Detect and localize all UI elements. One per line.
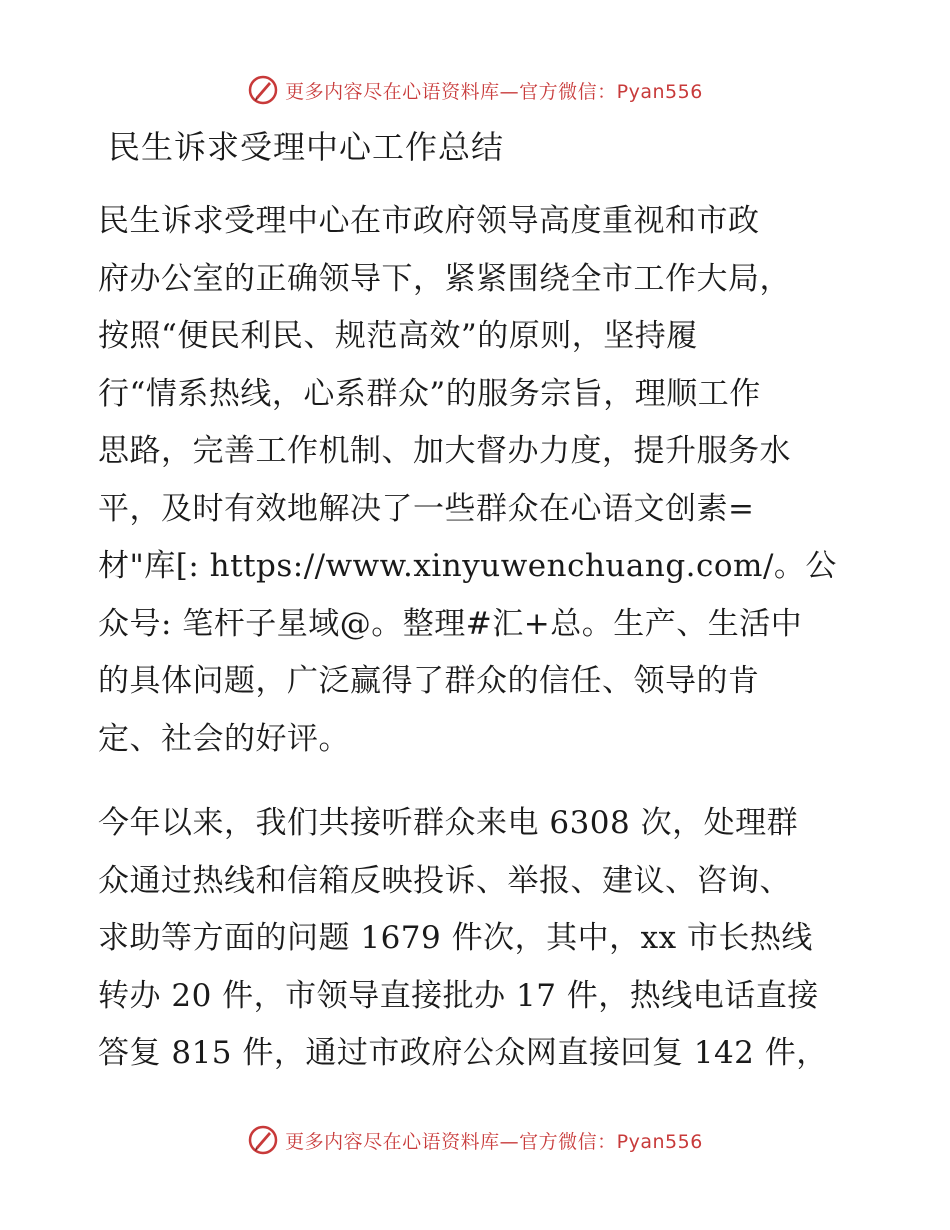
quill-pen-circle-icon bbox=[247, 1124, 279, 1156]
paragraph-1 bbox=[98, 193, 837, 768]
paragraph-line: 按照“便民利民、规范高效”的原则，坚持履 bbox=[98, 318, 698, 354]
paragraph-2 bbox=[98, 795, 828, 1083]
paragraph-line: 定、社会的好评。 bbox=[98, 720, 350, 757]
paragraph-line: 平，及时有效地解决了一些群众在心语文创素= bbox=[98, 490, 755, 527]
paragraph-line: 府办公室的正确领导下，紧紧围绕全市工作大局， bbox=[98, 260, 791, 297]
banner-text: 更多内容尽在心语资料库—官方微信：Pyan556 bbox=[285, 80, 703, 103]
quill-pen-circle-icon bbox=[247, 74, 279, 106]
paragraph-line: 的具体问题，广泛赢得了群众的信任、领导的肯 bbox=[98, 663, 760, 699]
paragraph-line: 思路，完善工作机制、加大督办力度，提升服务水 bbox=[98, 433, 791, 469]
paragraph-line: 转办 20 件，市领导直接批办 17 件，热线电话直接 bbox=[98, 977, 819, 1014]
paragraph-line: 行“情系热线，心系群众”的服务宗旨，理顺工作 bbox=[98, 375, 761, 412]
paragraph-line: 众通过热线和信箱反映投诉、举报、建议、咨询、 bbox=[98, 862, 791, 899]
header-banner bbox=[0, 70, 950, 110]
document-title: 民生诉求受理中心工作总结 bbox=[108, 128, 505, 166]
banner-text: 更多内容尽在心语资料库—官方微信：Pyan556 bbox=[285, 1130, 703, 1153]
footer-banner bbox=[0, 1120, 950, 1160]
paragraph-line: 民生诉求受理中心在市政府领导高度重视和市政 bbox=[98, 203, 760, 239]
paragraph-line-url: 材"库[: https://www.xinyuwenchuang.com/。公 bbox=[98, 548, 837, 584]
paragraph-line: 众号: 笔杆子星域@。整理#汇+总。生产、生活中 bbox=[98, 605, 803, 642]
paragraph-line: 求助等方面的问题 1679 件次，其中，xx 市长热线 bbox=[98, 920, 813, 956]
paragraph-line: 今年以来，我们共接听群众来电 6308 次，处理群 bbox=[98, 805, 799, 841]
paragraph-line: 答复 815 件，通过市政府公众网直接回复 142 件， bbox=[98, 1035, 828, 1071]
